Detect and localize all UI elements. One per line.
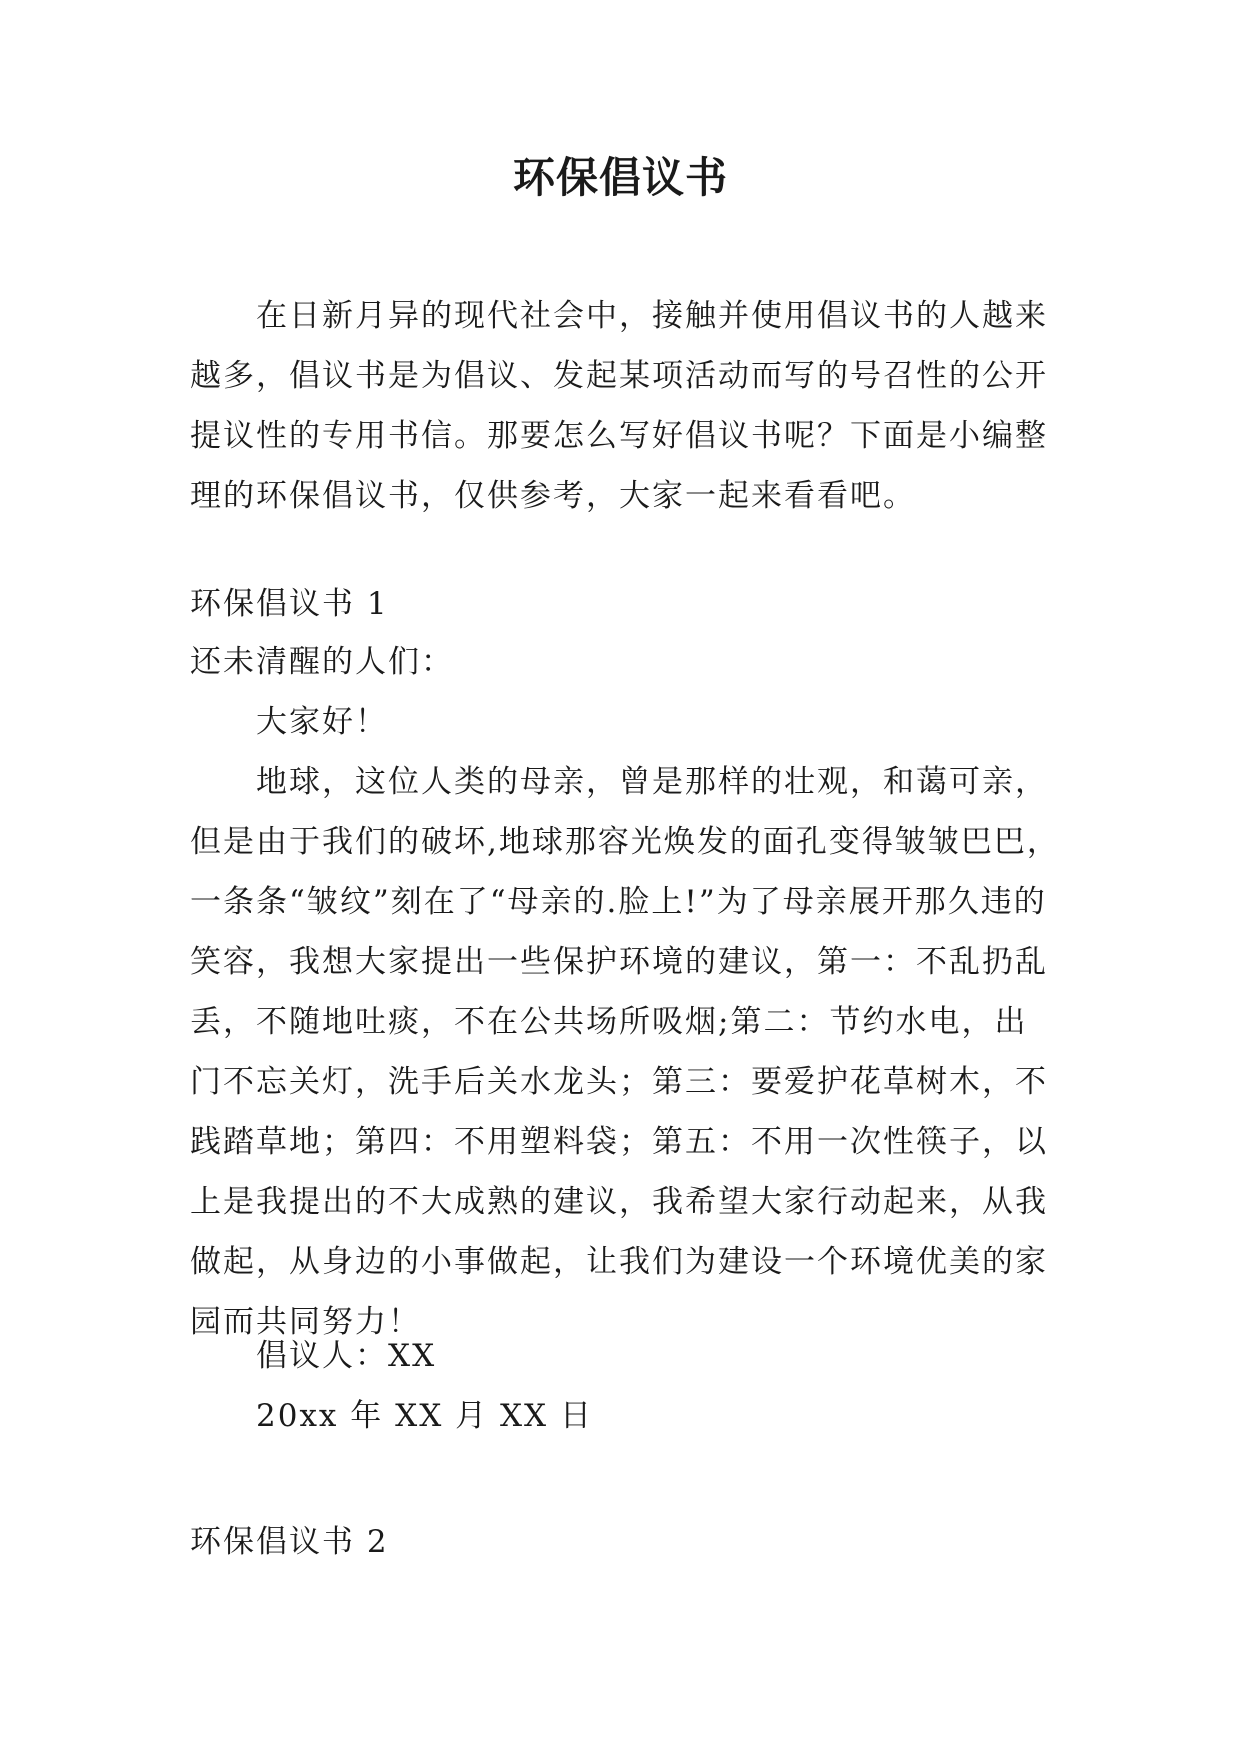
signer-line: 倡议人：XX (256, 1338, 437, 1374)
document-title: 环保倡议书 (512, 153, 728, 202)
section-heading-1: 环保倡议书 1 (190, 586, 389, 622)
greeting: 大家好！ (256, 704, 388, 740)
date-line: 20xx 年 XX 月 XX 日 (256, 1398, 593, 1434)
intro-paragraph: 在日新月异的现代社会中，接触并使用倡议书的人越来越多，倡议书是为倡议、发起某项活动而写的号召性的公开提议性的专用书信。那要怎么写好倡议书呢？下面是小编整理的环保倡议书，仅供参考，大家一起来看看吧。 (190, 298, 1048, 514)
section-heading-2: 环保倡议书 2 (190, 1524, 389, 1560)
salutation: 还未清醒的人们： (190, 644, 454, 680)
body-paragraph: 地球，这位人类的母亲，曾是那样的壮观，和蔼可亲，但是由于我们的破坏,地球那容光焕发的面孔变得皱皱巴巴，一条条“皱纹”刻在了“母亲的.脸上!”为了母亲展开那久违的笑容，我想大家提出一些保护环境的建议，第一：不乱扔乱丢，不随地吐痰，不在公共场所吸烟;第二：节约水电，出门不忘关灯，洗手后关水龙头；第三：要爱护花草树木，不践踏草地；第四：不用塑料袋；第五：不用一次性筷子，以上是我提出的不大成熟的建议，我希望大家行动起来，从我做起，从身边的小事做起，让我们为建设一个环境优美的家园而共同努力！ (190, 764, 1060, 1340)
